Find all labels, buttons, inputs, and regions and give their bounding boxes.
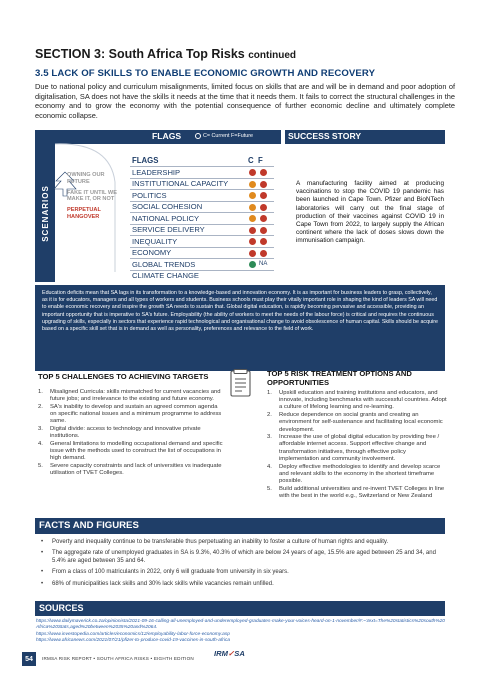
success-story-label: SUCCESS STORY	[288, 131, 362, 141]
current-status-dot-icon	[249, 215, 256, 222]
flag-name: INEQUALITY	[132, 236, 178, 246]
scenarios-label: SCENARIOS	[40, 184, 50, 242]
flag-row	[130, 201, 274, 212]
flag-name: INSTITUTIONAL CAPACITY	[132, 179, 229, 188]
sources-title: SOURCES	[39, 603, 84, 613]
treatment-item: 5. Build additional universities and re-invent TVET Colleges in line with the best in the world e.g., Switzerland or New Zealand	[267, 485, 445, 499]
flag-name: POLITICS	[132, 190, 167, 200]
future-status-dot-icon	[260, 169, 267, 176]
fact-item: • From a class of 100 matriculants in 2022, only 6 will graduate from university in six years.	[40, 569, 445, 576]
flags-legend	[195, 133, 253, 139]
current-status-dot-icon	[249, 192, 256, 199]
continued-label: continued	[248, 50, 297, 61]
section-heading: SECTION 3: South Africa Top Risks	[35, 47, 245, 61]
future-status-dot-icon	[260, 192, 267, 199]
fact-item: • Poverty and inequality continue to be transferable thus perpetuating an inability to foster a culture of human rights and equality.	[40, 539, 445, 546]
flags-band-label: FLAGS	[152, 131, 182, 141]
flag-name: NATIONAL POLICY	[132, 213, 200, 223]
future-status-dot-icon	[260, 250, 267, 257]
flag-row	[130, 178, 274, 189]
source-link[interactable]: https://www.dailymaverick.co.za/opinionista/2021-09-16-calling-all-unemployed-and-underemployed-graduates-make-your-voices-heard-on-1-november/#:~:text=The%20statistics%20south%20Africa%20Stats,aged%20between%2035%20and%2064.	[36, 619, 445, 631]
scenario-list	[67, 172, 125, 225]
flag-row	[130, 258, 274, 269]
page-number: 54	[22, 652, 36, 666]
scenario-fake-it: FAKE IT UNTIL WE MAKE IT, OR NOT	[67, 189, 117, 203]
source-link[interactable]: https://www.investopedia.com/articles/economics/12/employability-labor-force-economy.asp	[36, 631, 230, 637]
source-link[interactable]: https://www.africanews.com/2021/07/21/pfizer-to-produce-covid-19-vaccines-in-south-africa	[36, 638, 231, 644]
sources-links	[36, 619, 446, 645]
flags-table-header: FLAGS	[132, 156, 159, 165]
sub-title: 3.5 LACK OF SKILLS TO ENABLE ECONOMIC GROWTH AND RECOVERY	[35, 68, 376, 79]
fact-item: • The aggregate rate of unemployed graduates in SA is 9.3%, 40.3% of which are below 24 years of age, 15.5% are aged between 25 and 34, and 5.4% are aged between 35 and 64.	[40, 550, 445, 565]
future-status-dot-icon	[260, 215, 267, 222]
facts-list	[40, 539, 445, 592]
treatment-item: 3. Increase the use of global digital education by providing free / affordable internet access. Support effective change and transformation initiatives, through effective policy implementation and community involvement.	[267, 434, 440, 462]
current-status-dot-icon	[249, 181, 256, 188]
challenge-item: 5. Severe capacity constraints and lack of universities vs inadequate utilisation of TVET Colleges.	[38, 463, 222, 477]
current-status-dot-icon	[249, 227, 256, 234]
flags-cf-header: C F	[248, 156, 263, 165]
challenge-item: 4. General limitations to modelling occupational demand and specific issue with the methods used to construct the list of occupations in high demand.	[38, 440, 223, 462]
flag-row	[130, 247, 274, 258]
current-status-dot-icon	[249, 204, 256, 211]
legend-text: C= Current F=Future	[203, 133, 254, 139]
treatments-title: TOP 5 RISK TREATMENT OPTIONS AND OPPORTUNITIES	[267, 369, 412, 388]
current-status-dot-icon	[249, 169, 256, 176]
challenges-list	[38, 389, 224, 478]
legend-dot-icon	[195, 133, 201, 139]
flag-name: LEADERSHIP	[132, 167, 181, 177]
future-status-dot-icon	[260, 181, 267, 188]
future-status-dot-icon	[260, 204, 267, 211]
flag-row	[130, 235, 274, 246]
treatment-item: 4. Deploy effective methodologies to identify and develop scarce and relevant skills to the economy in the shortest timeframe possible.	[267, 463, 441, 484]
flag-row	[130, 189, 274, 200]
challenge-item: 2. SA's inability to develop and sustain an agreed common agenda on specific national issues and a minimum programme to address same.	[38, 403, 222, 425]
flag-name: SOCIAL COHESION	[132, 202, 203, 211]
logo-mark-icon: ✓	[227, 649, 235, 658]
document-icon	[228, 369, 254, 399]
current-status-dot-icon	[249, 238, 256, 245]
future-status-dot-icon	[260, 238, 267, 245]
facts-title: FACTS AND FIGURES	[39, 520, 139, 531]
scenario-perpetual-hangover: PERPETUAL HANGOVER	[67, 207, 101, 220]
current-status-dot-icon	[249, 261, 256, 268]
treatment-item: 2. Reduce dependence on social grants and creating an environment for self-sustenance and facilitating local economic development.	[267, 412, 443, 433]
challenges-title: TOP 5 CHALLENGES TO ACHIEVING TARGETS	[38, 372, 209, 381]
flag-name: SERVICE DELIVERY	[132, 225, 205, 234]
section-title	[35, 47, 296, 61]
future-status-na: NA	[259, 261, 268, 267]
band-separator	[281, 130, 285, 144]
irmsa-logo: IRM✓SA	[214, 649, 245, 658]
intro-paragraph: Due to national policy and curriculum misalignments, limited focus on skills that are and will be in demand and poor adoption of digitalisation, SA does not have the skills it needs at the time that it needs them. It fails to correct the structural challenges in the economy and to grow the economy with the potential consequence of further economic decline and ultimately complete economic collapse.	[35, 82, 455, 120]
flag-row	[130, 270, 274, 281]
flag-name: GLOBAL TRENDS	[132, 259, 196, 269]
scenario-owning-our-future: OWNING OUR FUTURE	[67, 172, 105, 185]
flag-row	[130, 224, 274, 235]
flag-name: ECONOMY	[132, 248, 172, 257]
sources-bar	[35, 601, 445, 616]
future-status-dot-icon	[260, 227, 267, 234]
flag-row	[130, 212, 274, 223]
flag-name: CLIMATE CHANGE	[132, 271, 199, 280]
challenge-item: 1. Misaligned Curricula: skills mismatched for current vacancies and future jobs; and irrelevance to the existing and future economy.	[38, 389, 221, 403]
success-story-text: A manufacturing facility aimed at producing vaccinations to stop the COVID 19 pandemic has been launched in Cape Town. Pfizer and BioNTech laboratories will carry out the final stage of production of their vaccines against COVID 19 in Cape Town from 2022, to largely supply the African continent where the lack of doses slows down the immunisation campaign.	[296, 180, 444, 245]
treatments-list	[267, 390, 447, 501]
current-status-dot-icon	[249, 250, 256, 257]
footer-text: IRMSA RISK REPORT • SOUTH AFRICA RISKS • EIGHTH EDITION	[42, 656, 194, 661]
education-box: Education deficits mean that SA lags in its transformation to a knowledge-based and innovation economy. It is as important for business leaders to grasp, collectively, as it is for educators, managers and all types of workers and students. Business schools must play their vitally important role in shaping the kind of leaders SA will need to enable economic recovery and inspire the growth SA needs to sustain that. Global digital education, is rapidly becoming pervasive and accessible, providing an important opportunity that is imperative to SA's future. Employability (the ability of workers to meet the needs of the labour force) is critical and requires the continuous upgrading of skills, especially in sectors that experience rapid technological and organisational change to avoid obsolescence of human capital. Skills should be acquire based on a specific skill set that is in demand as well as personality, preferences and relevance to the field of work.	[35, 285, 445, 371]
fact-item: • 68% of municipalities lack skills and 30% lack skills while vacancies remain unfilled.	[40, 581, 445, 588]
flag-row	[130, 166, 274, 177]
challenge-item: 3. Digital divide: access to technology and innovative private institutions.	[38, 426, 201, 440]
treatment-item: 1. Upskill education and training institutions and educators, and innovate, including benchmarks with successful countries. Adopt a culture of lifelong learning and re-learning.	[267, 390, 447, 411]
